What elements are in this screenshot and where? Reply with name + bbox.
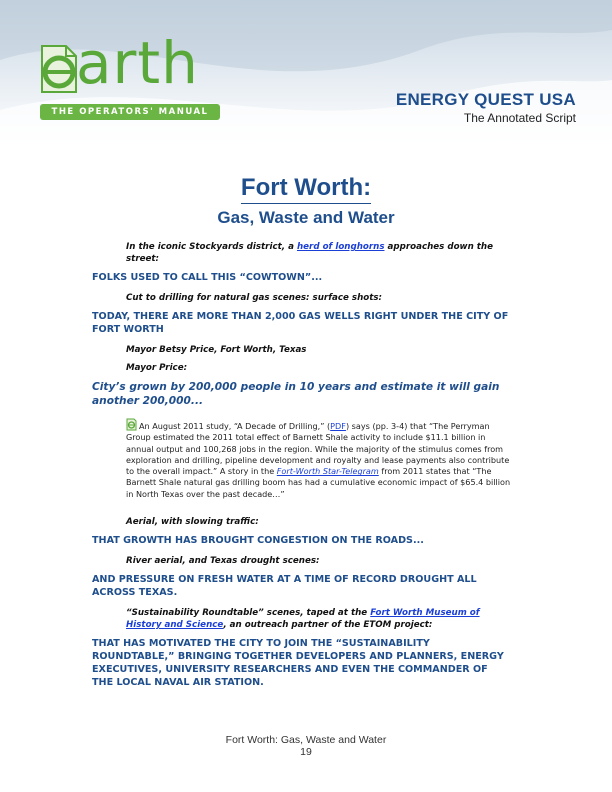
brand-title: ENERGY QUEST USA <box>395 90 576 109</box>
narration-line: FOLKS USED TO CALL THIS “COWTOWN”... <box>92 272 323 283</box>
narration-line: AND PRESSURE ON FRESH WATER AT A TIME OF RECORD DROUGHT ALL ACROSS TEXAS. <box>92 574 477 599</box>
direction-text: approaches down the street: <box>126 242 494 264</box>
direction-text: “Sustainability Roundtable” scenes, taped at the <box>126 608 371 619</box>
narration-line: THAT GROWTH HAS BROUGHT CONGESTION ON THE ROADS... <box>92 535 424 547</box>
museum-link[interactable]: Fort Worth Museum of History and Science <box>126 608 480 631</box>
note-text: An August 2011 study, “A Decade of Drilling,” ( <box>139 421 331 431</box>
star-telegram-link[interactable]: Fort-Worth Star-Telegram <box>276 466 379 477</box>
annotation-note <box>126 418 512 500</box>
note-text: from 2011 states that “The Barnett Shale natural gas drilling boom has had a cumulative economic impact of $65.4 billion in North Texas over the past decade…” <box>126 466 511 499</box>
page-footer <box>0 734 612 758</box>
stage-direction: Mayor Price: <box>126 363 188 373</box>
page-title: Fort Worth: <box>241 174 371 204</box>
note-text: ) says (pp. 3-4) that “The Perryman Group estimated the 2011 total effect of Barnett Shale activity to include $11.1 billion in annual output and 100,268 jobs in the region. While the majority of the stimulus comes from exploration and drilling, pipeline development and royalty and lease payments also contribute to the overall impact.” A story in the <box>126 421 510 477</box>
stage-direction: River aerial, and Texas drought scenes: <box>126 556 320 567</box>
logo-tagline: THE OPERATORS' MANUAL <box>40 104 220 120</box>
logo-wordmark: arth <box>76 29 199 97</box>
stage-direction <box>126 241 512 265</box>
longhorns-link[interactable]: herd of longhorns <box>296 242 385 252</box>
footer-title: Fort Worth: Gas, Waste and Water <box>225 734 387 746</box>
script-content <box>92 241 512 697</box>
stage-direction: Mayor Betsy Price, Fort Worth, Texas <box>126 345 307 355</box>
direction-text: , an outreach partner of the ETOM project: <box>223 620 433 631</box>
pdf-link[interactable]: PDF <box>330 421 346 431</box>
direction-text: In the iconic Stockyards district, a <box>126 242 297 252</box>
page-title-block <box>0 174 612 228</box>
earth-logo <box>36 26 226 122</box>
narration-line: TODAY, THERE ARE MORE THAN 2,000 GAS WELLS RIGHT UNDER THE CITY OF FORT WORTH <box>92 311 509 335</box>
brand-block <box>396 90 576 125</box>
earth-note-icon <box>126 418 137 431</box>
mayor-quote: City’s grown by 200,000 people in 10 years and estimate it will gain another 200,000... <box>92 381 500 407</box>
page-subtitle: Gas, Waste and Water <box>217 208 395 227</box>
narration-line: THAT HAS MOTIVATED THE CITY TO JOIN THE “SUSTAINABILITY ROUNDTABLE,” BRINGING TOGETHER DEVELOPERS AND PLANNERS, ENERGY EXECUTIVES, UNIVERSITY RESEARCHERS AND EVEN THE COMMANDER OF THE LOCAL NAVAL AIR STATION. <box>92 638 504 689</box>
stage-direction <box>126 607 512 631</box>
stage-direction: Aerial, with slowing traffic: <box>126 517 259 528</box>
stage-direction: Cut to drilling for natural gas scenes: surface shots: <box>126 293 383 303</box>
page-number: 19 <box>300 746 312 758</box>
brand-subtitle: The Annotated Script <box>463 111 576 125</box>
